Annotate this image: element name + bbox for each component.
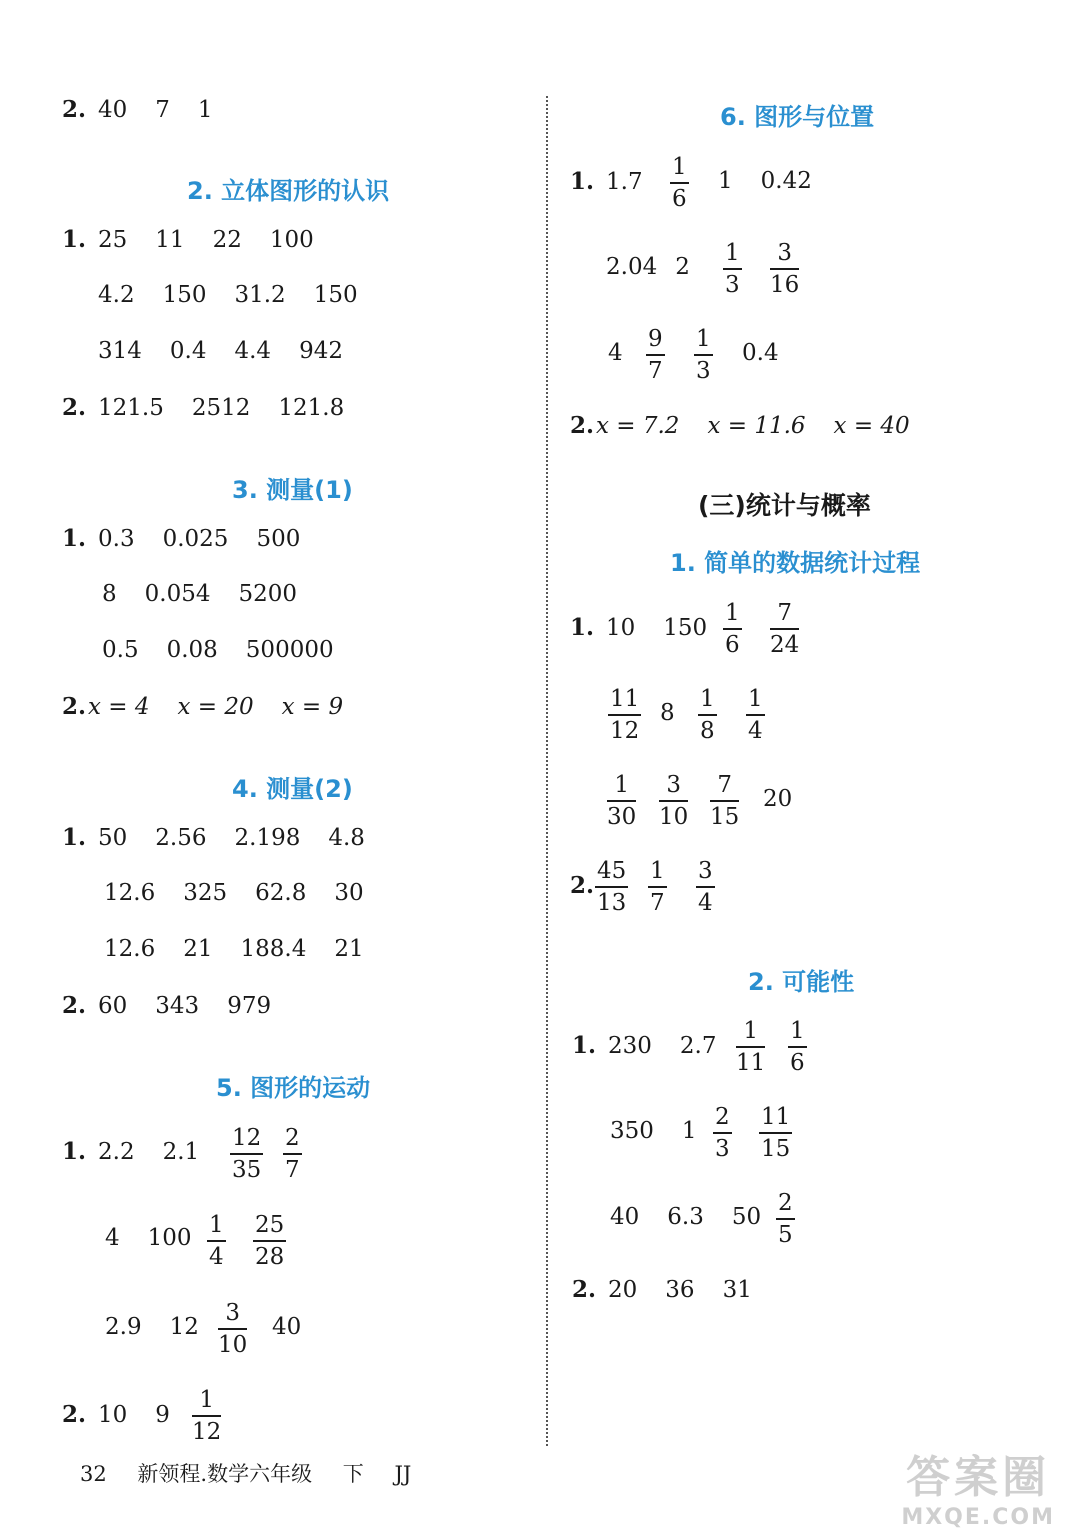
answer-line: 314 0.4 4.4 942 [98, 338, 343, 364]
part-title: (三)统计与概率 [698, 491, 871, 520]
answer-line: 2. 40 7 1 [62, 96, 213, 123]
answer-line: 12.6 21 188.4 21 [104, 936, 364, 962]
answer-line: 0.5 0.08 500000 [102, 637, 334, 663]
answer-line: 2. 10 9 [62, 1401, 170, 1428]
section-title: 2. 可能性 [748, 968, 855, 996]
edition-label: JJ [394, 1462, 412, 1486]
answer-line: 1. 25 11 22 100 [62, 226, 314, 253]
answer-line: 1. 2.2 2.1 [62, 1138, 200, 1165]
answer-line: 8 0.054 5200 [102, 581, 298, 607]
answer-line: 1. 0.3 0.025 500 [62, 525, 301, 552]
fraction: $\frac{1}{7}$ [650, 858, 665, 916]
answer-line: 20 [763, 786, 793, 812]
fraction: $\frac{1}{30}$ [607, 772, 637, 830]
watermark-logo: 答案圈 MXQE.COM [901, 1452, 1055, 1530]
volume-label: 下 [342, 1462, 364, 1486]
fraction: $\frac{1}{3}$ [725, 240, 740, 298]
section-title: 5. 图形的运动 [216, 1074, 371, 1102]
fraction: $\frac{1}{6}$ [725, 600, 740, 658]
fraction: $\frac{25}{28}$ [255, 1212, 285, 1270]
fraction: $\frac{2}{5}$ [778, 1190, 793, 1248]
fraction: $\frac{9}{7}$ [648, 326, 663, 384]
fraction: $\frac{1}{12}$ [192, 1387, 222, 1445]
answer-line: 2. [570, 872, 595, 899]
section-title: 2. 立体图形的认识 [187, 177, 390, 205]
answer-line: 4 100 [105, 1225, 192, 1251]
answer-line: 1. 50 2.56 2.198 4.8 [62, 824, 365, 851]
answer-line: 1. 10 150 [570, 614, 708, 641]
fraction: $\frac{11}{15}$ [761, 1104, 791, 1162]
answer-line: 2.9 12 [105, 1314, 199, 1340]
answer-line: 2. 60 343 979 [62, 992, 272, 1019]
fraction: $\frac{1}{11}$ [736, 1018, 766, 1076]
section-title: 3. 测量(1) [232, 476, 353, 504]
fraction: $\frac{7}{15}$ [710, 772, 740, 830]
answer-line: 350 1 [610, 1118, 697, 1144]
fraction: $\frac{1}{4}$ [748, 686, 763, 744]
answer-line: 2.04 2 [606, 254, 690, 280]
answer-line: 2. 20 36 31 [572, 1276, 752, 1303]
answer-line: 2. 121.5 2512 121.8 [62, 394, 345, 421]
column-divider [546, 96, 548, 1446]
fraction: $\frac{1}{3}$ [696, 326, 711, 384]
fraction: $\frac{3}{16}$ [770, 240, 800, 298]
fraction: $\frac{12}{35}$ [232, 1125, 262, 1183]
book-title: 新领程.数学六年级 [137, 1462, 313, 1486]
fraction: $\frac{45}{13}$ [597, 858, 627, 916]
answer-line: 40 [272, 1314, 302, 1340]
fraction: $\frac{3}{10}$ [659, 772, 689, 830]
fraction: $\frac{11}{12}$ [610, 686, 640, 744]
answer-line: 1 0.42 [718, 168, 812, 194]
fraction: $\frac{1}{8}$ [700, 686, 715, 744]
fraction: $\frac{7}{24}$ [770, 600, 800, 658]
page-number: 32 [80, 1462, 107, 1486]
fraction: $\frac{1}{6}$ [790, 1018, 805, 1076]
answer-line: 2.x = 7.2 x = 11.6 x = 40 [570, 412, 910, 439]
answer-line: 4.2 150 31.2 150 [98, 282, 358, 308]
answer-line: 0.4 [742, 340, 779, 366]
page-footer [80, 1458, 435, 1488]
fraction: $\frac{3}{4}$ [698, 858, 713, 916]
answer-line: 8 [660, 700, 675, 726]
answer-line: 1. 230 2.7 [572, 1032, 717, 1059]
answer-line: 1. 1.7 [570, 168, 643, 195]
fraction: $\frac{3}{10}$ [218, 1300, 248, 1358]
fraction: $\frac{2}{3}$ [715, 1104, 730, 1162]
fraction: $\frac{1}{4}$ [209, 1212, 224, 1270]
section-title: 1. 简单的数据统计过程 [670, 549, 921, 577]
section-title: 4. 测量(2) [232, 775, 353, 803]
answer-line: 2.x = 4 x = 20 x = 9 [62, 693, 344, 720]
answer-line: 40 6.3 50 [610, 1204, 762, 1230]
answer-line: 12.6 325 62.8 30 [104, 880, 364, 906]
fraction: $\frac{1}{6}$ [672, 154, 687, 212]
section-title: 6. 图形与位置 [720, 103, 875, 131]
fraction: $\frac{2}{7}$ [285, 1125, 300, 1183]
answer-line: 4 [608, 340, 623, 366]
